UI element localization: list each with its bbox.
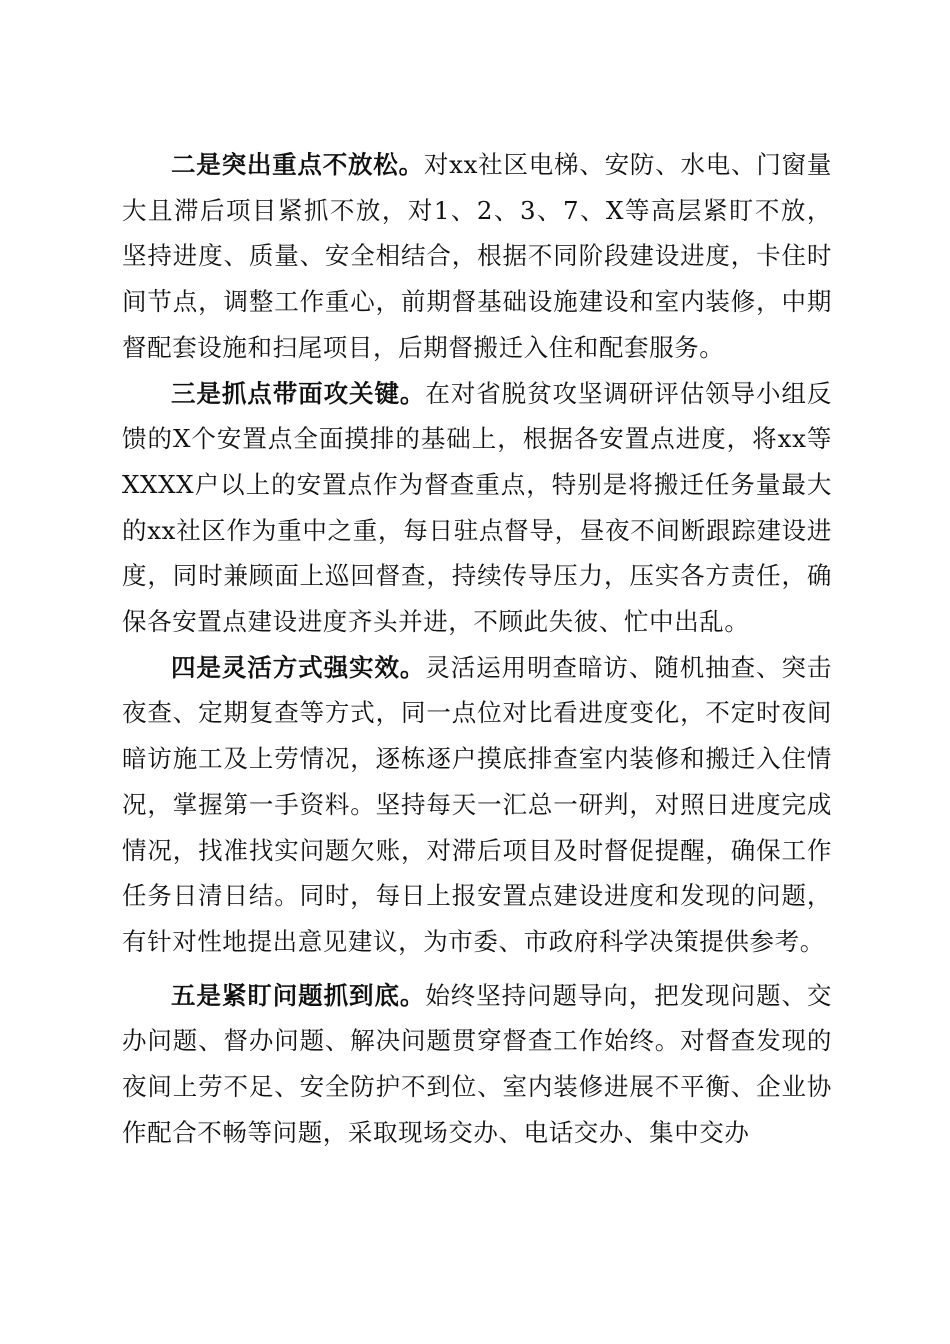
paragraph-text: 对xx社区电梯、安防、水电、门窗量大且滞后项目紧抓不放，对1、2、3、7、X等高层紧盯不放，坚持进度、质量、安全相结合，根据不同阶段建设进度，卡住时间节点，调整工作重心，前期督基础设施建设和室内装修，中期督配套设施和扫尾项目，后期督搬迁入住和配套服务。 [122,150,833,362]
paragraph-heading: 四是灵活方式强实效。 [171,652,426,682]
paragraph-4 [122,645,832,965]
document-body [122,142,832,1155]
paragraph-heading: 二是突出重点不放松。 [171,150,424,179]
paragraph-text: 在对省脱贫攻坚调研评估领导小组反馈的X个安置点全面摸排的基础上，根据各安置点进度，将xx等XXXX户以上的安置点作为督查重点，特别是将搬迁任务量最大的xx社区作为重中之重，每日驻点督导，昼夜不间断跟踪建设进度，同时兼顾面上巡回督查，持续传导压力，压实各方责任，确保各安置点建设进度齐头并进，不顾此失彼、忙中出乱。 [122,378,832,637]
paragraph-heading: 三是抓点带面攻关键。 [171,378,426,408]
paragraph-text: 始终坚持问题导向，把发现问题、交办问题、督办问题、解决问题贯穿督查工作始终。对督查发现的夜间上劳不足、安全防护不到位、室内装修进展不平衡、企业协作配合不畅等问题，采取现场交办、电话交办、集中交办 [122,980,832,1147]
paragraph-2 [122,142,832,371]
paragraph-heading: 五是紧盯问题抓到底。 [171,980,426,1010]
paragraph-5 [122,973,832,1156]
paragraph-3 [122,371,832,645]
paragraph-text: 灵活运用明查暗访、随机抽查、突击夜查、定期复查等方式，同一点位对比看进度变化，不定时夜间暗访施工及上劳情况，逐栋逐户摸底排查室内装修和搬迁入住情况，掌握第一手资料。坚持每天一汇总一研判，对照日进度完成情况，找准找实问题欠账，对滞后项目及时督促提醒，确保工作任务日清日结。同时，每日上报安置点建设进度和发现的问题，有针对性地提出意见建议，为市委、市政府科学决策提供参考。 [122,652,832,956]
